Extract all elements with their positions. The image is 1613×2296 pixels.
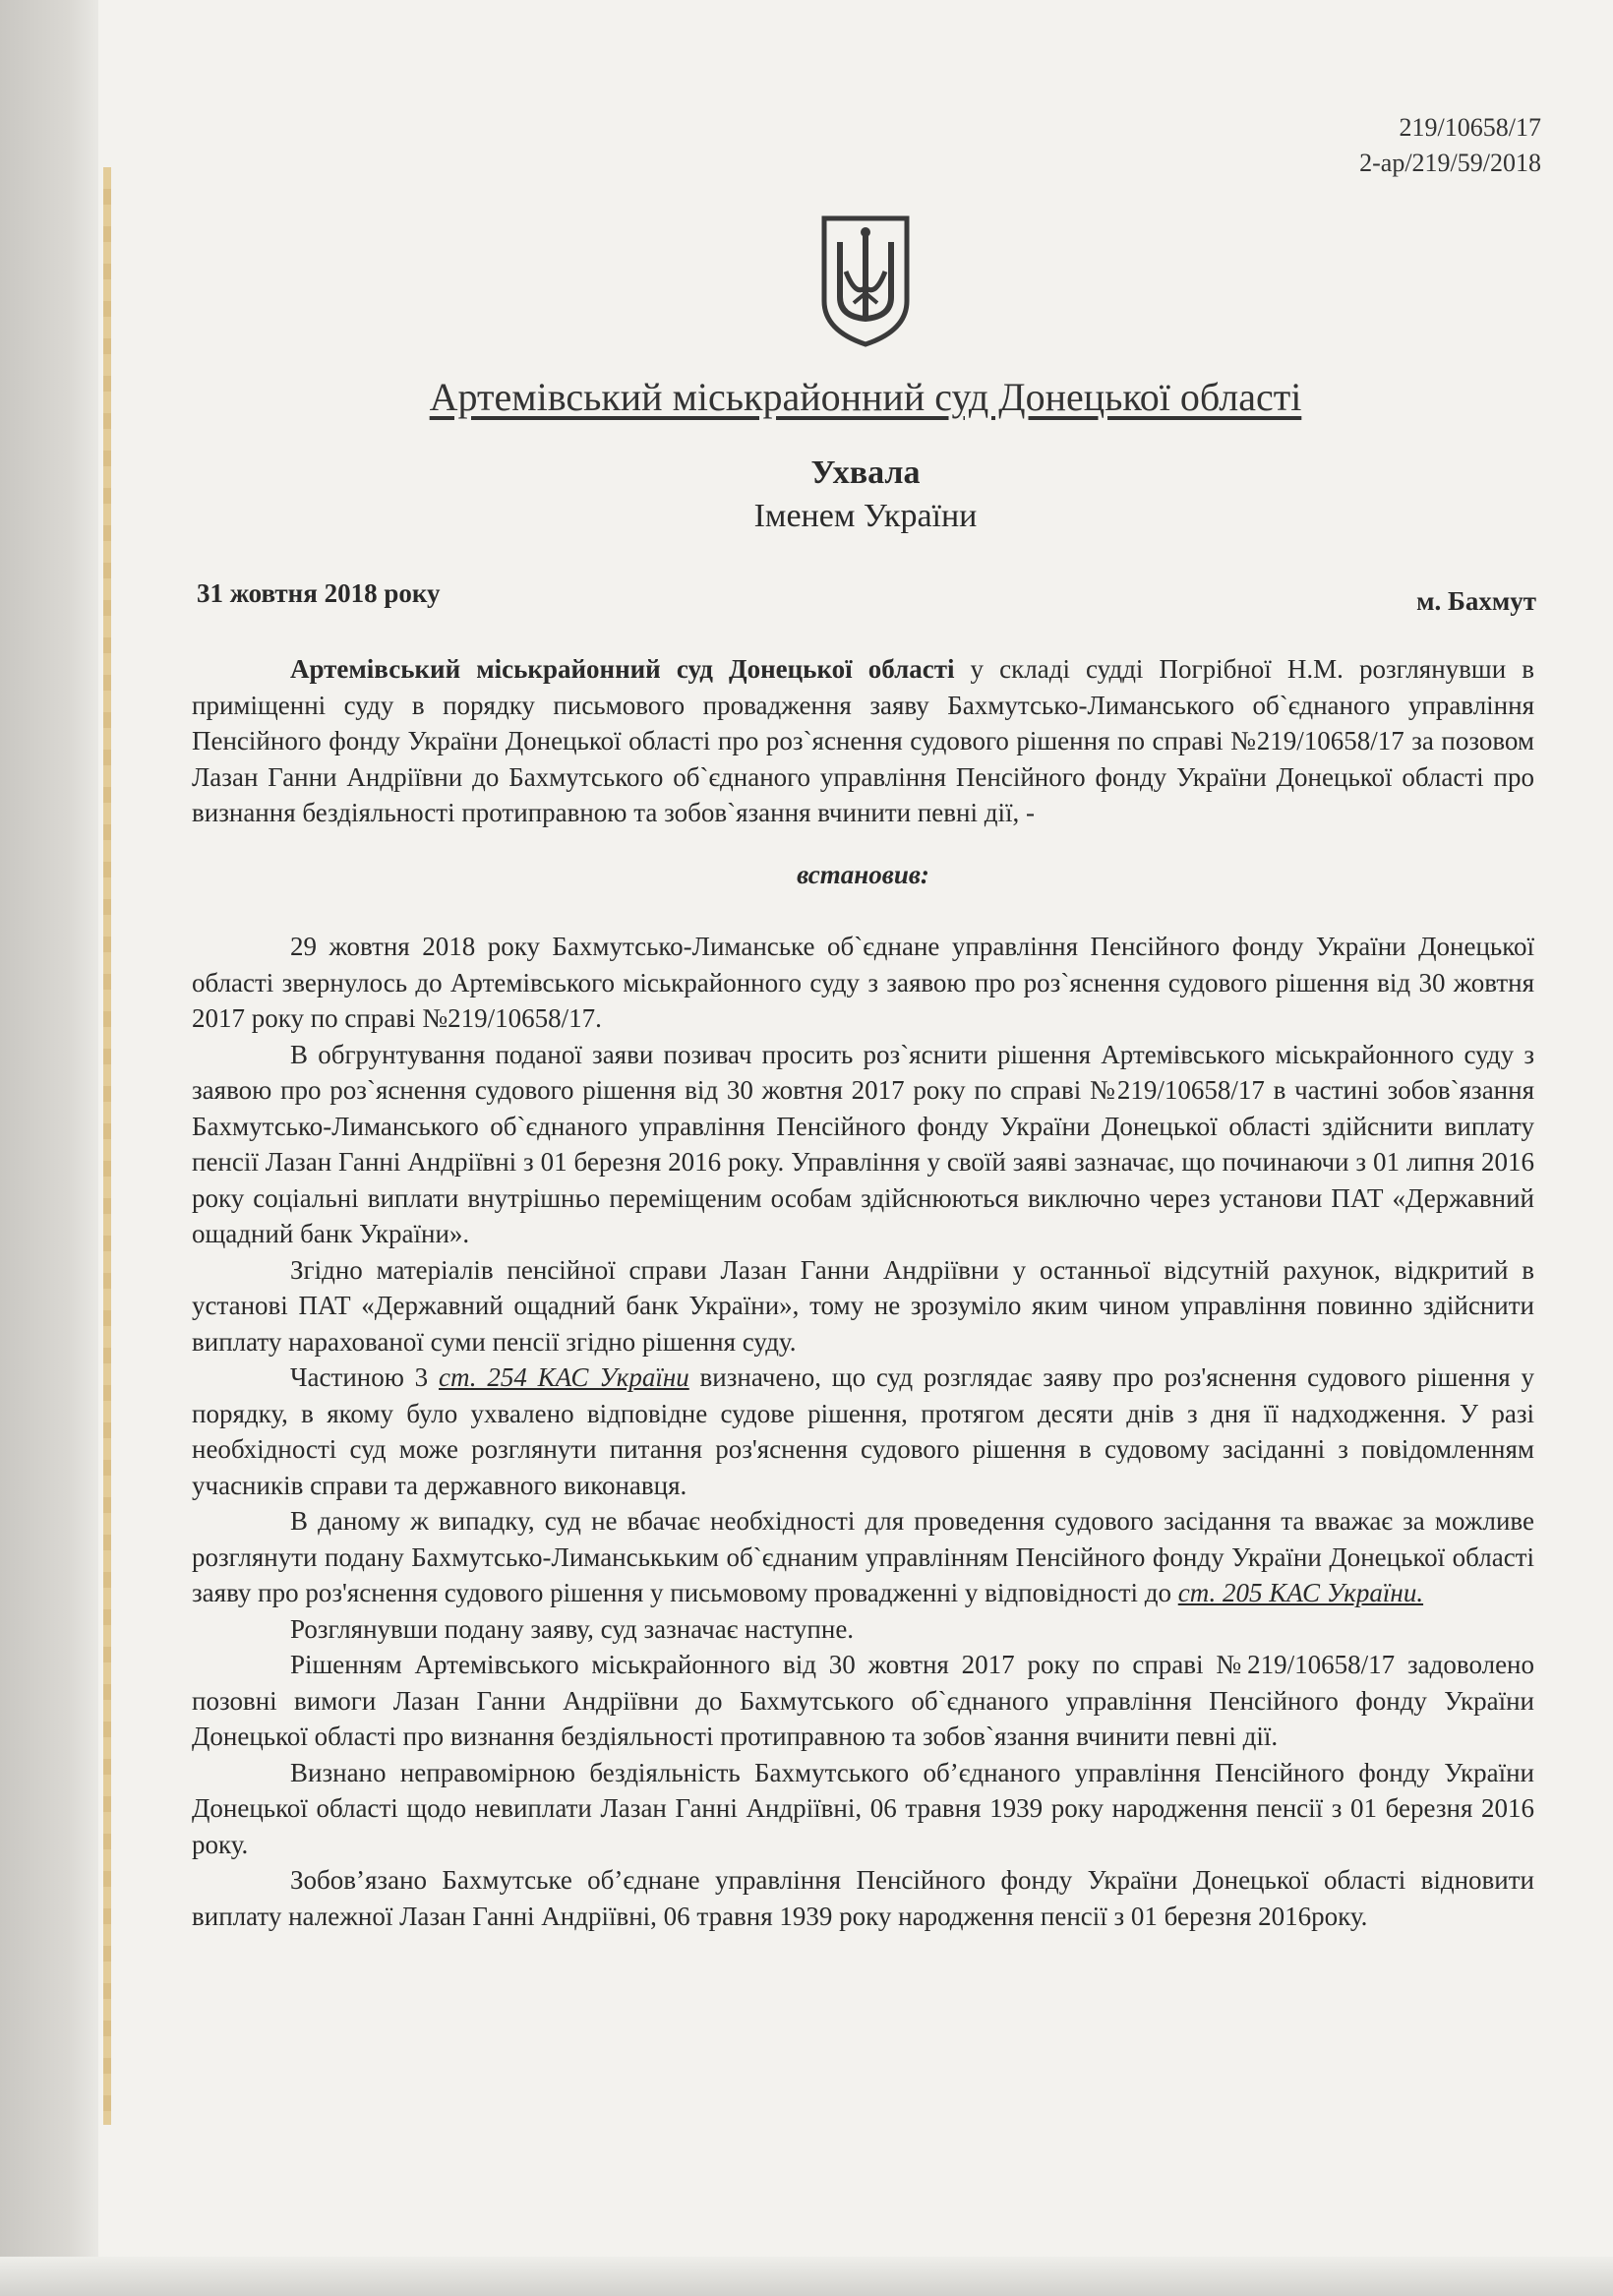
paragraph: Визнано неправомірною бездіяльність Бахмутського об’єднаного управління Пенсійного фонду України Донецької області щодо невиплати Лазан Ганні Андріївні, 06 травня 1939 року народження пенсії з 01 березня 2016 року. bbox=[192, 1757, 1534, 1859]
paragraph bbox=[192, 1503, 1534, 1611]
paragraph: Розглянувши подану заяву, суд зазначає наступне. bbox=[290, 1613, 855, 1644]
scan-edge bbox=[0, 0, 98, 2296]
document-city: м. Бахмут bbox=[1416, 586, 1536, 616]
paragraph-text: визначено, що суд розглядає заяву про роз'яснення судового рішення у порядку, в якому було ухвалено відповідне судове рішення, протягом десяти днів з дня її надходження. У разі необхідності суд може розглянути питання роз'яснення судового рішення в судовому засіданні з повідомленням учасників справи та державного виконавця. bbox=[192, 1362, 1534, 1500]
paragraph: Зобов’язано Бахмутське об’єднане управління Пенсійного фонду України Донецької області відновити виплату належної Лазан Ганні Андріївні, 06 травня 1939 року народження пенсії з 01 березня 2016року. bbox=[192, 1865, 1534, 1931]
document-body bbox=[192, 651, 1534, 1934]
court-title: Артемівський міськрайонний суд Донецької області bbox=[429, 375, 1302, 419]
paragraph: 29 жовтня 2018 року Бахмутсько-Лиманське об`єднане управління Пенсійного фонду України Донецької області звернулось до Артемівського міськрайонного суду з заявою про роз`яснення судового рішення від 30 жовтня 2017 року по справі №219/10658/17. bbox=[192, 932, 1534, 1033]
paragraph: Згідно матеріалів пенсійної справи Лазан Ганни Андріївни у останньої відсутній рахунок, відкритий в установі ПАТ «Державний ощадний банк України», тому не зрозуміло яким чином управління повинно здійснити виплату нарахованої суми пенсії згідно рішення суду. bbox=[192, 1254, 1534, 1357]
document-date: 31 жовтня 2018 року bbox=[197, 578, 441, 608]
case-number: 219/10658/17 bbox=[1399, 113, 1541, 142]
paragraph: В обгрунтування поданої заяви позивач просить роз`яснити рішення Артемівського міськрайонного суду з заявою про роз`яснення судового рішення від 30 жовтня 2017 року по справі №219/10658/17 в частині зобов`язання Бахмутсько-Лиманського об`єднаного управління Пенсійного фонду України Донецької області здійснити виплату пенсії Лазан Ганні Андріївні з 01 березня 2016 року. Управління у своїй заяві зазначає, що починаючи з 01 липня 2016 року соціальні виплати внутрішньо переміщеним особам здійснюються виключно через установи ПАТ «Державний ощадний банк України». bbox=[192, 1039, 1534, 1248]
paragraph-text: Частиною 3 bbox=[290, 1362, 439, 1392]
document-type: Ухвала bbox=[810, 454, 921, 491]
paragraph: Рішенням Артемівського міськрайонного від 30 жовтня 2017 року по справі №219/10658/17 задоволено позовні вимоги Лазан Ганни Андріївни до Бахмутського об`єднаного управління Пенсійного фонду України Донецької області про визнання бездіяльності протиправною та зобов`язання вчинити певні дії. bbox=[192, 1650, 1534, 1751]
document-subtype: Іменем України bbox=[753, 498, 978, 534]
law-reference-link[interactable]: ст. 254 КАС України bbox=[438, 1362, 689, 1392]
paragraph bbox=[192, 1359, 1534, 1503]
section-heading: встановив: bbox=[797, 859, 929, 889]
paragraph-intro-text: у складі судді Погрібної Н.М. розглянувши в приміщенні суду в порядку письмового провадження заяву Бахмутсько-Лиманського об`єднаного управління Пенсійного фонду України Донецької області про роз`яснення судового рішення по справі №219/10658/17 за позовом Лазан Ганни Андріївни до Бахмутського об`єднаного управління Пенсійного фонду України Донецької області про визнання бездіяльності протиправною та зобов`язання вчинити певні дії, - bbox=[192, 654, 1534, 827]
coat-of-arms-icon bbox=[816, 214, 915, 348]
paragraph-text: В даному ж випадку, суд не вбачає необхідності для проведення судового засідання та вважає за можливе розглянути подану Бахмутсько-Лиманськьким об`єднаним управлінням Пенсійного фонду України Донецької області заяву про роз'яснення судового рішення у письмовому провадженні у відповідності до bbox=[192, 1506, 1534, 1607]
proceeding-number: 2-ap/219/59/2018 bbox=[1359, 149, 1541, 177]
scan-bottom-edge bbox=[0, 2257, 1613, 2296]
court-name-bold: Артемівський міськрайонний суд Донецької області bbox=[290, 654, 955, 684]
law-reference-link[interactable]: ст. 205 КАС України. bbox=[1177, 1578, 1424, 1607]
case-numbers bbox=[1359, 110, 1541, 181]
paragraph-intro bbox=[192, 651, 1534, 831]
